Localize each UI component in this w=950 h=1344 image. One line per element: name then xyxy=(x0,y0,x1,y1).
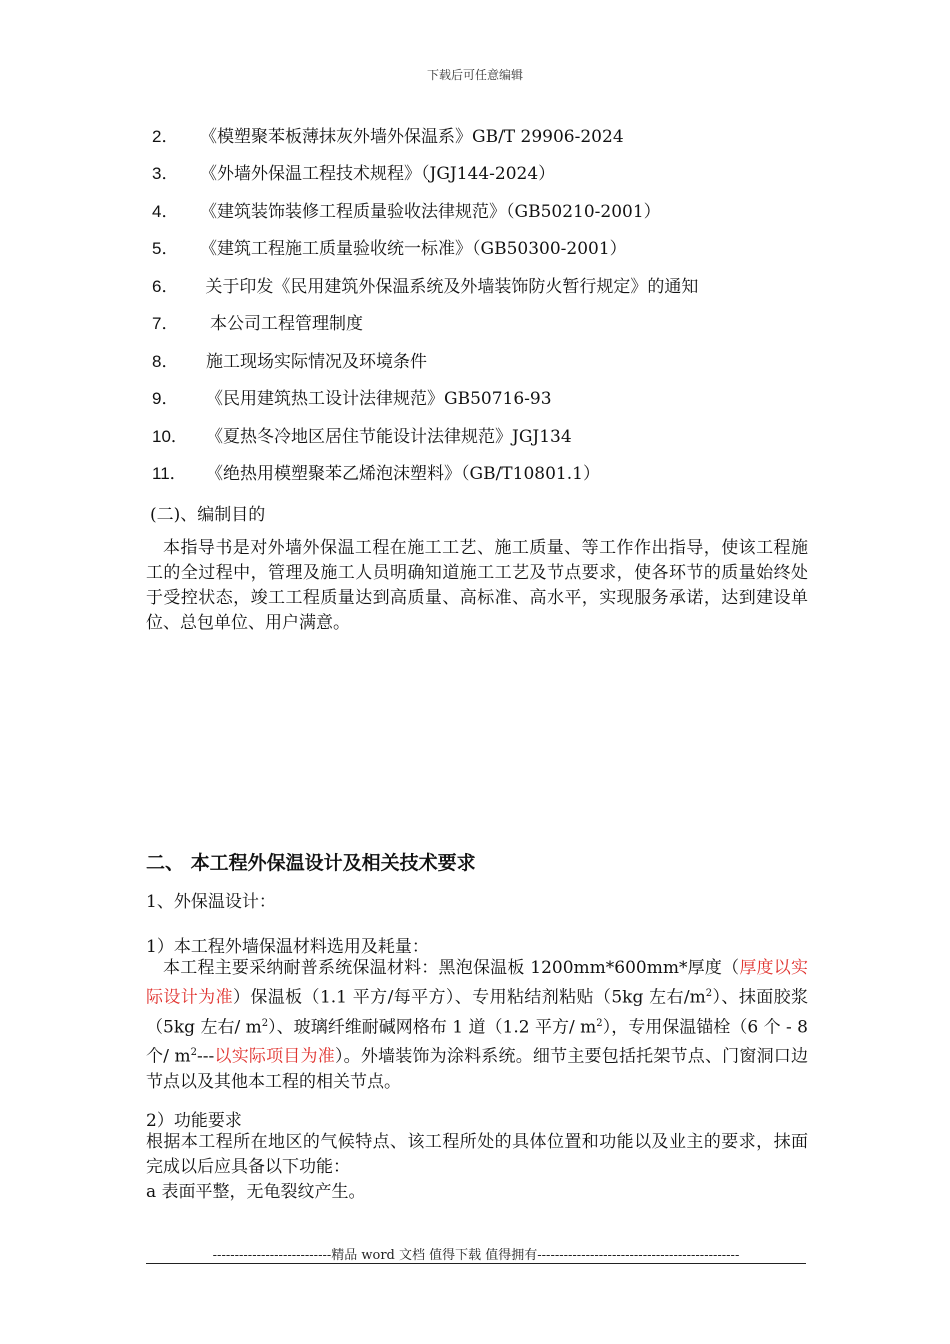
reference-number: 4． xyxy=(152,202,179,221)
reference-number: 11． xyxy=(152,464,187,483)
reference-number: 8． xyxy=(152,352,179,371)
reference-number: 2． xyxy=(152,127,179,146)
reference-text: 《建筑装饰装修工程质量验收法律规范》（GB50210-2001） xyxy=(200,202,661,222)
reference-number: 7． xyxy=(152,314,179,333)
materials-red-note: 厚度以实际设计为准 xyxy=(146,958,808,1008)
reference-text: 《建筑工程施工质量验收统一标准》（GB50300-2001） xyxy=(200,239,627,259)
reference-item xyxy=(152,426,572,448)
superscript: 2 xyxy=(596,1017,603,1029)
reference-item xyxy=(152,388,552,410)
reference-text: 《夏热冬冷地区居住节能设计法律规范》JGJ134 xyxy=(206,427,572,447)
materials-text: ）、玻璃纤维耐碱网格布 1 道（1.2 平方/ m xyxy=(268,1017,597,1038)
materials-body xyxy=(146,956,808,1095)
superscript: 2 xyxy=(190,1047,198,1059)
reference-text: 关于印发《民用建筑外保温系统及外墙装饰防火暂行规定》的通知 xyxy=(200,277,699,297)
reference-item xyxy=(152,126,624,148)
reference-item xyxy=(152,276,698,298)
item-title: 1）本工程外墙保温材料选用及耗量： xyxy=(146,937,429,957)
purpose-paragraph xyxy=(146,536,808,636)
subsection-heading: 1、外保温设计： xyxy=(146,892,276,912)
materials-paragraph xyxy=(146,956,808,1095)
footer-divider xyxy=(146,1263,806,1264)
materials-text: --- xyxy=(197,1046,215,1067)
reference-text: 《绝热用模塑聚苯乙烯泡沫塑料》（GB/T10801.1） xyxy=(206,464,600,484)
reference-item xyxy=(152,238,627,260)
superscript: 2 xyxy=(261,1017,269,1029)
reference-item xyxy=(152,463,600,485)
reference-text: 本公司工程管理制度 xyxy=(210,314,363,334)
function-item-a: a 表面平整，无龟裂纹产生。 xyxy=(146,1182,366,1202)
materials-red-note: 以实际项目为准 xyxy=(214,1046,335,1067)
purpose-body: 本指导书是对外墙外保温工程在施工工艺、施工质量、等工作作出指导，使该工程施工的全过程中，管理及施工人员明确知道施工工艺及节点要求，使各环节的质量始终处于受控状态，竣工工程质量达到高质量、高标准、高水平，实现服务承诺，达到建设单位、总包单位、用户满意。 xyxy=(146,538,808,633)
materials-text: ）保温板（1.1 平方/每平方）、专用粘结剂粘贴（5kg 左右/m xyxy=(232,987,706,1008)
purpose-heading: (二)、编制目的 xyxy=(150,505,266,525)
reference-item xyxy=(152,201,661,223)
reference-text: 《民用建筑热工设计法律规范》GB50716-93 xyxy=(206,389,552,409)
materials-text: ），专用保温锚栓（6 个 - 8 个/ m xyxy=(146,1017,809,1067)
reference-item xyxy=(152,351,427,373)
page-header: 下载后可任意编辑 xyxy=(426,68,523,82)
item-title: 2）功能要求 xyxy=(146,1111,242,1131)
reference-text: 《外墙外保温工程技术规程》（JGJ144-2024） xyxy=(200,164,556,184)
section-heading: 二、 本工程外保温设计及相关技术要求 xyxy=(146,852,476,874)
reference-item xyxy=(152,163,555,185)
materials-text: ）、抹面胶浆（5kg 左右/ m xyxy=(146,987,809,1038)
reference-item xyxy=(152,313,363,335)
reference-number: 3． xyxy=(152,164,179,183)
materials-text: ）。外墙装饰为涂料系统。细节主要包括托架节点、门窗洞口边节点以及其他本工程的相关节点。 xyxy=(146,1046,809,1092)
superscript: 2 xyxy=(705,988,713,999)
page-footer: ---------------------------精品 word 文档 值得下载 值得拥有---------------------------------------------- xyxy=(212,1248,740,1263)
reference-text: 《模塑聚苯板薄抹灰外墙外保温系》GB/T 29906-2024 xyxy=(200,127,624,147)
function-body: 根据本工程所在地区的气候特点、该工程所处的具体位置和功能以及业主的要求，抹面完成以后应具备以下功能： xyxy=(146,1132,808,1177)
reference-number: 10． xyxy=(152,427,188,446)
reference-number: 5． xyxy=(152,239,179,258)
function-paragraph xyxy=(146,1130,808,1205)
reference-number: 6． xyxy=(152,277,179,296)
reference-text: 施工现场实际情况及环境条件 xyxy=(206,352,427,372)
reference-number: 9． xyxy=(152,389,179,408)
materials-text: 本工程主要采纳耐普系统保温材料：黑泡保温板 1200mm*600mm*厚度（ xyxy=(163,958,740,978)
